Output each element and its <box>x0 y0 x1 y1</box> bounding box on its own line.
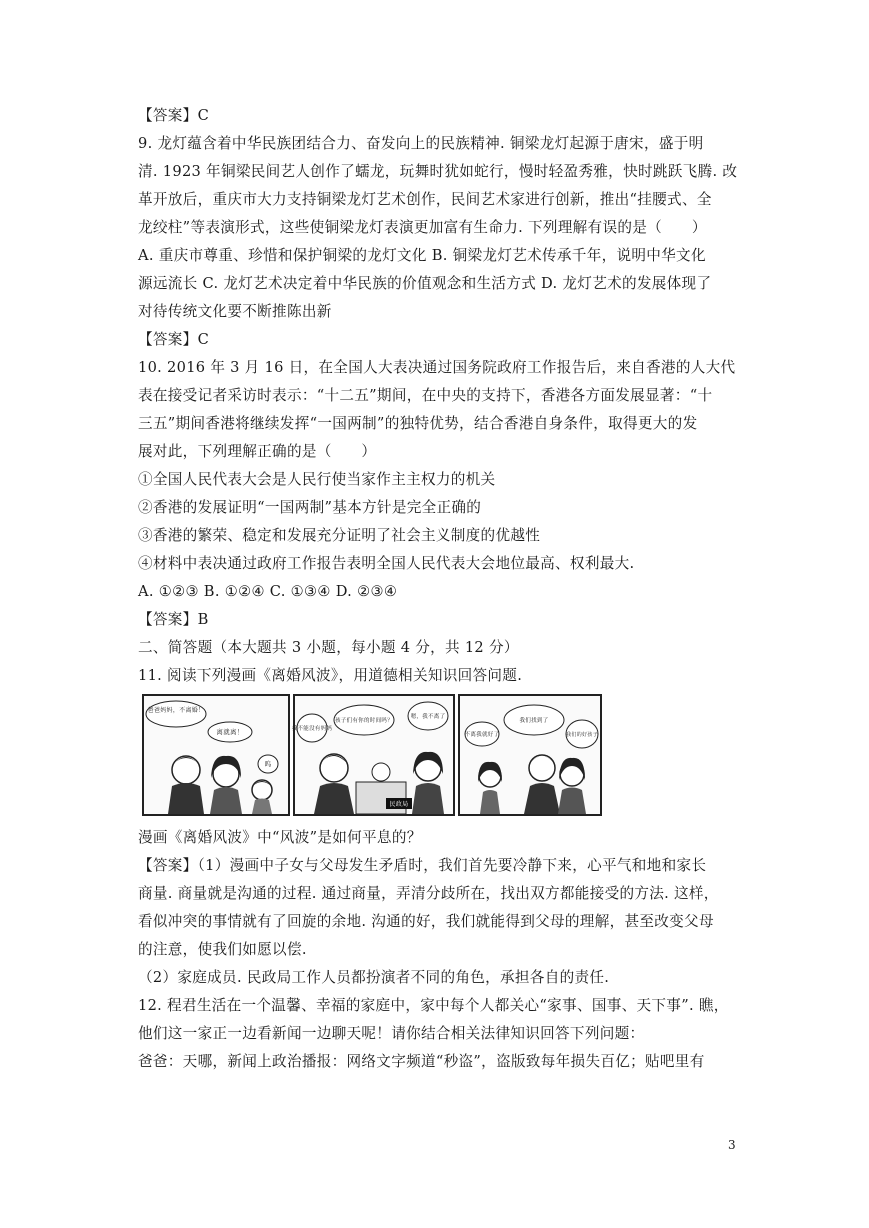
text-line: ②香港的发展证明“一国两制”基本方针是完全正确的 <box>138 499 482 516</box>
bubble-text: 嗯，我不离了 <box>410 714 446 720</box>
text-line: 【答案】（1）漫画中子女与父母发生矛盾时，我们首先要冷静下来，心平气和地和家长 <box>138 857 707 874</box>
page-content <box>138 102 738 1076</box>
text-line: 龙绞柱”等表演形式，这些使铜梁龙灯表演更加富有生命力. 下列理解有误的是（ ） <box>138 219 707 236</box>
bubble-text: 我们找到了 <box>519 718 549 724</box>
text-line: 11. 阅读下列漫画《离婚风波》，用道德相关知识回答问题. <box>138 667 523 684</box>
bubble-text: 离就离！ <box>216 728 244 736</box>
divorce-comic-image <box>142 694 602 816</box>
text-line: 他们这一家正一边看新闻一边聊天呢！请你结合相关法律知识回答下列问题： <box>138 1025 645 1042</box>
text-line: （2）家庭成员. 民政局工作人员都扮演者不同的角色，承担各自的责任. <box>138 969 610 986</box>
text-line: 源远流长 C. 龙灯艺术决定着中华民族的价值观念和生活方式 D. 龙灯艺术的发展体现了 <box>138 275 712 292</box>
text-line: 看似冲突的事情就有了回旋的余地. 沟通的好，我们就能得到父母的理解，甚至改变父母 <box>138 913 714 930</box>
bubble-text: 不离我就好了 <box>464 732 500 738</box>
text-line: 商量. 商量就是沟通的过程. 通过商量，弄清分歧所在，找出双方都能接受的方法. 这样， <box>138 885 719 902</box>
text-line: 二、简答题（本大题共 3 小题，每小题 4 分，共 12 分） <box>138 639 519 656</box>
top-text-block <box>138 102 738 690</box>
text-line: 三五”期间香港将继续发挥“一国两制”的独特优势，结合香港自身条件，取得更大的发 <box>138 415 698 432</box>
text-line: 革开放后，重庆市大力支持铜梁龙灯艺术创作，民间艺术家进行创新，推出“挂腰式、全 <box>138 191 712 208</box>
text-line: 9. 龙灯蕴含着中华民族团结合力、奋发向上的民族精神. 铜梁龙灯起源于唐宋，盛于明 <box>138 135 704 152</box>
bubble-text: 我不能没有妈妈 <box>291 726 333 732</box>
text-line: 对待传统文化要不断推陈出新 <box>138 303 332 320</box>
text-line: ③香港的繁荣、稳定和发展充分证明了社会主义制度的优越性 <box>138 527 541 544</box>
text-line: 【答案】B <box>138 611 209 628</box>
text-line: 的注意，使我们如愿以偿. <box>138 941 307 958</box>
bubble-text: 呜 <box>264 760 272 768</box>
text-line: ④材料中表决通过政府工作报告表明全国人民代表大会地位最高、权利最大. <box>138 555 635 572</box>
text-line: 漫画《离婚风波》中“风波”是如何平息的？ <box>138 829 422 846</box>
text-line: 【答案】C <box>138 331 210 348</box>
text-line: 表在接受记者采访时表示：“十二五”期间，在中央的支持下，香港各方面发展显著：“十 <box>138 387 713 404</box>
text-line: 清. 1923 年铜梁民间艺人创作了蠕龙，玩舞时犹如蛇行，慢时轻盈秀雅，快时跳跃飞腾. 改 <box>138 163 738 180</box>
bottom-text-block <box>138 824 738 1076</box>
text-line: 【答案】C <box>138 107 210 124</box>
office-sign-text: 民政局 <box>389 801 409 808</box>
bubble-text: 我们的好孩子 <box>566 732 598 738</box>
bubble-text: 孩子们有你的时间吗？ <box>334 718 394 724</box>
page-number: 3 <box>728 1138 736 1152</box>
text-line: 展对此，下列理解正确的是（ ） <box>138 443 377 460</box>
text-line: 10. 2016 年 3 月 16 日，在全国人大表决通过国务院政府工作报告后，来自香港的人大代 <box>138 359 736 376</box>
text-line: ①全国人民代表大会是人民行使当家作主主权力的机关 <box>138 471 496 488</box>
speech-bubble <box>146 701 206 727</box>
text-line: A. 重庆市尊重、珍惜和保护铜梁的龙灯文化 B. 铜梁龙灯艺术传承千年，说明中华文化 <box>138 247 706 264</box>
text-line: 爸爸：天哪，新闻上政治播报：网络文字频道“秒盗”，盗版致每年损失百亿；贴吧里有 <box>138 1053 705 1070</box>
text-line: 12. 程君生活在一个温馨、幸福的家庭中，家中每个人都关心“家事、国事、天下事”. 瞧， <box>138 997 729 1014</box>
bubble-text: 爸爸妈妈，不离婚！ <box>147 707 205 714</box>
text-line: A. ①②③ B. ①②④ C. ①③④ D. ②③④ <box>138 583 398 600</box>
